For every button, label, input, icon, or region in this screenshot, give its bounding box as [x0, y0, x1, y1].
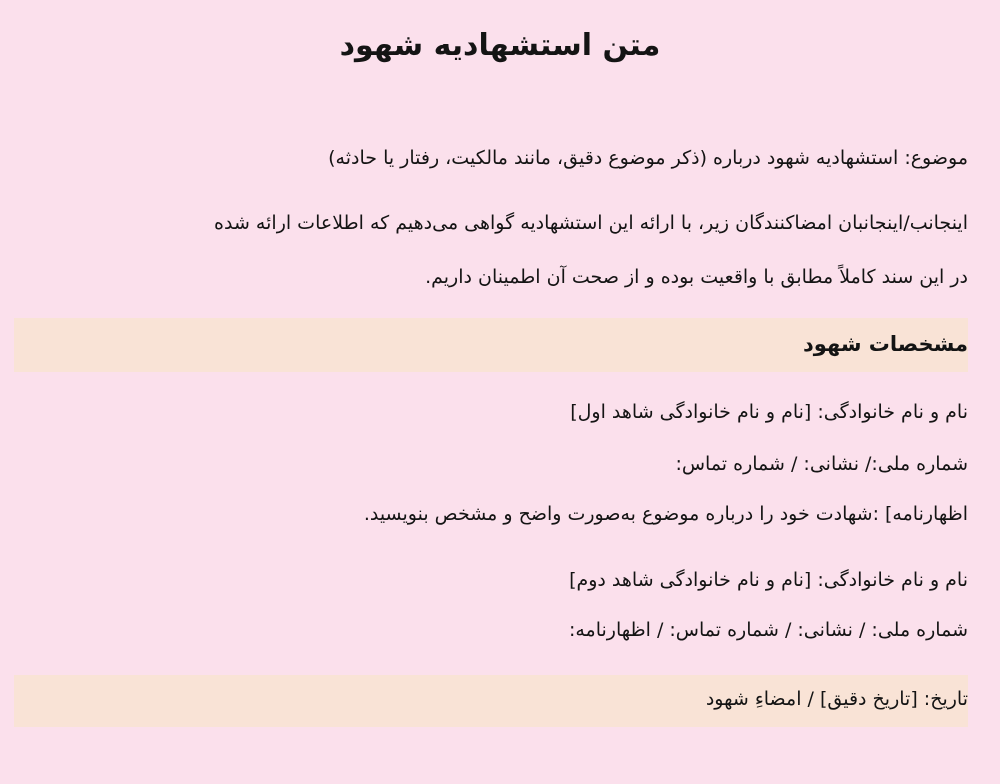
- witnesses-heading: مشخصات شهود: [803, 332, 968, 356]
- document-title: متن استشهادیه شهود: [339, 28, 661, 63]
- intro-line-1: اینجانب/اینجانبان امضاکنندگان زیر، با ارائه این استشهادیه گواهی می‌دهیم که اطلاعات ارائه شده: [214, 212, 968, 234]
- witness-1-contact-line: شماره ملی:/ نشانی: / شماره تماس:: [675, 453, 968, 475]
- date-signature-line: تاریخ: [تاریخ دقیق] / امضاءِ شهود: [705, 688, 968, 710]
- witness-2-contact-line: شماره ملی: / نشانی: / شماره تماس: / اظهارنامه:: [568, 619, 968, 641]
- subject-line: موضوع: استشهادیه شهود درباره (ذکر موضوع دقیق، مانند مالکیت، رفتار یا حادثه): [328, 147, 968, 169]
- witness-1-statement-line: اظهارنامه] :شهادت خود را درباره موضوع به‌صورت واضح و مشخص بنویسید.: [363, 503, 968, 525]
- witness-2-name-line: نام و نام خانوادگی: [نام و نام خانوادگی شاهد دوم]: [569, 569, 968, 591]
- intro-line-2: در این سند کاملاً مطابق با واقعیت بوده و از صحت آن اطمینان داریم.: [425, 266, 968, 288]
- witness-1-name-line: نام و نام خانوادگی: [نام و نام خانوادگی شاهد اول]: [570, 401, 968, 423]
